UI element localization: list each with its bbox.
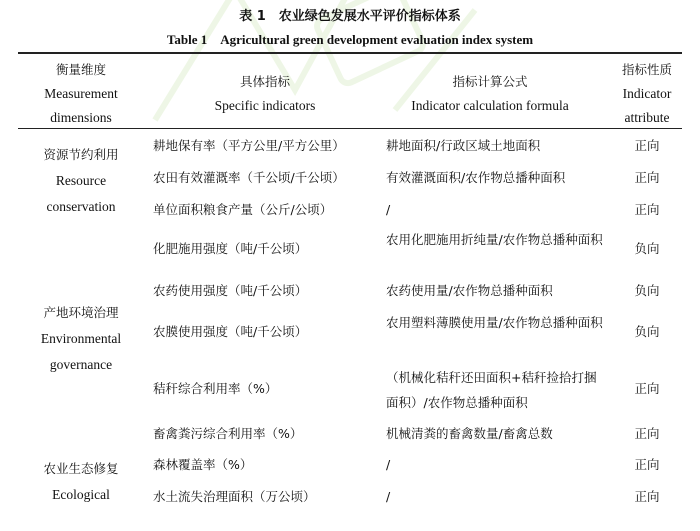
formula-cell: / (386, 457, 391, 472)
attribute-cell: 正向 (634, 138, 660, 153)
formula-cell: 有效灌溉面积/农作物总播种面积 (386, 170, 566, 185)
indicator-cell: 耕地保有率（平方公里/平方公里） (153, 138, 345, 153)
attribute-cell: 正向 (634, 170, 660, 185)
dimension-en: Resource (55, 173, 107, 188)
attribute-cell: 正向 (634, 489, 660, 504)
attribute-cell: 正向 (634, 381, 660, 396)
dimension-en: conservation (46, 199, 116, 214)
table-title-en: Table 1 Agricultural green development evaluation index system (166, 32, 534, 47)
table-top-rule (18, 52, 682, 54)
indicator-cell: 单位面积粮食产量（公斤/公顷） (153, 202, 333, 217)
attribute-cell: 负向 (634, 283, 660, 298)
formula-cell: / (386, 489, 391, 504)
dimension-resource (18, 142, 144, 220)
dimension-cn: 产地环境治理 (43, 305, 119, 320)
header-formula-cn: 指标计算公式 (452, 74, 528, 89)
formula-cell: 机械清粪的畜禽数量/畜禽总数 (386, 426, 553, 441)
attribute-cell: 正向 (634, 426, 660, 441)
indicator-cell: 森林覆盖率（%） (153, 457, 253, 472)
dimension-en: governance (49, 357, 113, 372)
formula-cell: 农用塑料薄膜使用量/农作物总播种面积 (386, 315, 603, 330)
header-dimension (18, 58, 144, 130)
header-formula-en: Indicator calculation formula (411, 98, 569, 113)
indicator-cell: 化肥施用强度（吨/千公顷） (153, 241, 308, 256)
header-dimension-cn: 衡量维度 (55, 62, 106, 77)
header-attribute-en-1: Indicator (622, 86, 672, 101)
indicator-cell: 农田有效灌溉率（千公顷/千公顷） (153, 170, 345, 185)
dimension-cn: 资源节约利用 (43, 147, 119, 162)
indicator-cell: 农膜使用强度（吨/千公顷） (153, 324, 308, 339)
header-dimension-en-2: dimensions (50, 110, 112, 125)
header-attribute (612, 58, 682, 130)
formula-cell: / (386, 202, 391, 217)
dimension-ecology (18, 456, 144, 508)
header-attribute-cn: 指标性质 (621, 62, 672, 77)
formula-cell: 农用化肥施用折纯量/农作物总播种面积 (386, 232, 603, 247)
attribute-cell: 正向 (634, 202, 660, 217)
dimension-cn: 农业生态修复 (43, 461, 119, 476)
dimension-environment (18, 300, 144, 378)
attribute-cell: 负向 (634, 324, 660, 339)
header-attribute-en-2: attribute (624, 110, 670, 125)
formula-cell: 耕地面积/行政区域土地面积 (386, 138, 541, 153)
header-formula (390, 70, 590, 118)
header-dimension-en-1: Measurement (44, 86, 118, 101)
header-indicator-en: Specific indicators (214, 98, 316, 113)
header-indicator-cn: 具体指标 (239, 74, 290, 89)
indicator-cell: 畜禽粪污综合利用率（%） (153, 426, 303, 441)
formula-cell: （机械化秸秆还田面积+秸秆捡拾打捆面积）/农作物总播种面积 (386, 370, 597, 410)
attribute-cell: 负向 (634, 241, 660, 256)
formula-cell: 农药使用量/农作物总播种面积 (386, 283, 553, 298)
header-indicator (180, 70, 350, 118)
table-title-cn: 表 1 农业绿色发展水平评价指标体系 (239, 9, 461, 24)
dimension-en: Environmental (40, 331, 122, 346)
attribute-cell: 正向 (634, 457, 660, 472)
header-bottom-rule (18, 128, 682, 129)
indicator-cell: 农药使用强度（吨/千公顷） (153, 283, 308, 298)
indicator-cell: 水土流失治理面积（万公顷） (153, 489, 316, 504)
indicator-cell: 秸秆综合利用率（%） (153, 381, 278, 396)
dimension-en: Ecological (52, 487, 110, 502)
